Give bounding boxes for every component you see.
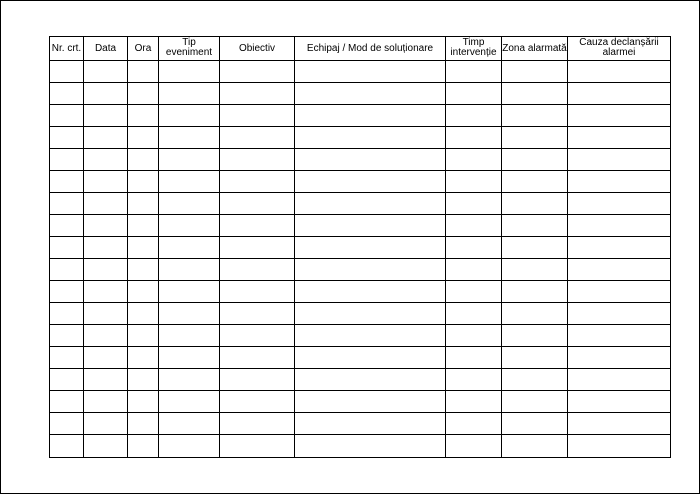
- table-row: [50, 237, 671, 259]
- table-row: [50, 303, 671, 325]
- empty-cell: [159, 369, 220, 391]
- empty-cell: [446, 83, 502, 105]
- empty-cell: [568, 193, 671, 215]
- column-header-echipaj: Echipaj / Mod de soluționare: [295, 37, 446, 61]
- empty-cell: [159, 149, 220, 171]
- empty-cell: [568, 127, 671, 149]
- empty-cell: [50, 83, 84, 105]
- empty-cell: [84, 303, 128, 325]
- empty-cell: [50, 303, 84, 325]
- empty-cell: [446, 149, 502, 171]
- empty-cell: [446, 215, 502, 237]
- empty-cell: [50, 347, 84, 369]
- empty-cell: [220, 237, 295, 259]
- empty-cell: [446, 325, 502, 347]
- empty-cell: [220, 171, 295, 193]
- empty-cell: [568, 61, 671, 83]
- column-header-nr-crt: Nr. crt.: [50, 37, 84, 61]
- empty-cell: [84, 413, 128, 435]
- empty-cell: [502, 391, 568, 413]
- empty-cell: [128, 325, 159, 347]
- empty-cell: [84, 61, 128, 83]
- empty-cell: [50, 61, 84, 83]
- empty-cell: [128, 149, 159, 171]
- empty-cell: [159, 413, 220, 435]
- column-header-data: Data: [84, 37, 128, 61]
- empty-cell: [159, 105, 220, 127]
- empty-cell: [295, 215, 446, 237]
- column-header-ora: Ora: [128, 37, 159, 61]
- empty-cell: [568, 237, 671, 259]
- empty-cell: [84, 347, 128, 369]
- empty-cell: [159, 391, 220, 413]
- empty-cell: [568, 259, 671, 281]
- table-row: [50, 325, 671, 347]
- empty-cell: [128, 61, 159, 83]
- column-header-cauza-declansarii: Cauza declanșării alarmei: [568, 37, 671, 61]
- empty-cell: [220, 193, 295, 215]
- empty-cell: [50, 149, 84, 171]
- empty-cell: [84, 435, 128, 458]
- empty-cell: [128, 303, 159, 325]
- empty-cell: [446, 105, 502, 127]
- empty-cell: [502, 215, 568, 237]
- empty-cell: [84, 215, 128, 237]
- empty-cell: [128, 127, 159, 149]
- empty-cell: [568, 325, 671, 347]
- empty-cell: [50, 127, 84, 149]
- empty-cell: [295, 149, 446, 171]
- empty-cell: [50, 105, 84, 127]
- table-row: [50, 435, 671, 458]
- empty-cell: [220, 413, 295, 435]
- empty-cell: [568, 281, 671, 303]
- empty-cell: [502, 281, 568, 303]
- empty-cell: [502, 413, 568, 435]
- empty-cell: [295, 369, 446, 391]
- empty-cell: [220, 83, 295, 105]
- empty-cell: [502, 303, 568, 325]
- empty-cell: [446, 127, 502, 149]
- empty-cell: [568, 303, 671, 325]
- empty-cell: [220, 127, 295, 149]
- empty-cell: [50, 325, 84, 347]
- empty-cell: [446, 237, 502, 259]
- empty-cell: [502, 83, 568, 105]
- empty-cell: [568, 369, 671, 391]
- empty-cell: [220, 281, 295, 303]
- empty-cell: [446, 171, 502, 193]
- empty-cell: [128, 435, 159, 458]
- table-row: [50, 281, 671, 303]
- empty-cell: [84, 259, 128, 281]
- empty-cell: [295, 391, 446, 413]
- table-row: [50, 347, 671, 369]
- empty-cell: [446, 369, 502, 391]
- empty-cell: [128, 259, 159, 281]
- empty-cell: [50, 391, 84, 413]
- empty-cell: [128, 193, 159, 215]
- empty-cell: [159, 171, 220, 193]
- empty-cell: [84, 149, 128, 171]
- empty-cell: [50, 369, 84, 391]
- empty-cell: [159, 281, 220, 303]
- empty-cell: [159, 347, 220, 369]
- table-row: [50, 391, 671, 413]
- empty-cell: [220, 369, 295, 391]
- empty-cell: [128, 413, 159, 435]
- empty-cell: [502, 325, 568, 347]
- empty-cell: [50, 281, 84, 303]
- empty-cell: [159, 83, 220, 105]
- empty-cell: [84, 369, 128, 391]
- empty-cell: [446, 303, 502, 325]
- table-row: [50, 369, 671, 391]
- empty-cell: [159, 127, 220, 149]
- empty-cell: [295, 325, 446, 347]
- empty-cell: [295, 413, 446, 435]
- empty-cell: [84, 193, 128, 215]
- empty-cell: [128, 369, 159, 391]
- empty-cell: [128, 171, 159, 193]
- empty-cell: [220, 325, 295, 347]
- table-row: [50, 149, 671, 171]
- header-row: [50, 37, 671, 61]
- empty-cell: [159, 193, 220, 215]
- empty-cell: [159, 259, 220, 281]
- empty-cell: [128, 281, 159, 303]
- empty-cell: [159, 435, 220, 458]
- empty-cell: [220, 259, 295, 281]
- column-header-zona-alarmata: Zona alarmată: [502, 37, 568, 61]
- empty-cell: [159, 237, 220, 259]
- empty-cell: [220, 105, 295, 127]
- empty-cell: [502, 237, 568, 259]
- table-row: [50, 83, 671, 105]
- empty-cell: [50, 259, 84, 281]
- empty-cell: [50, 413, 84, 435]
- table-body: [50, 61, 671, 458]
- empty-cell: [568, 83, 671, 105]
- table-row: [50, 413, 671, 435]
- empty-cell: [295, 193, 446, 215]
- column-header-timp-interventie: Timp intervenție: [446, 37, 502, 61]
- empty-cell: [446, 61, 502, 83]
- empty-cell: [295, 303, 446, 325]
- empty-cell: [446, 391, 502, 413]
- empty-cell: [128, 347, 159, 369]
- empty-cell: [159, 61, 220, 83]
- empty-cell: [220, 61, 295, 83]
- empty-cell: [295, 83, 446, 105]
- empty-cell: [128, 105, 159, 127]
- empty-cell: [220, 347, 295, 369]
- empty-cell: [502, 105, 568, 127]
- empty-cell: [568, 435, 671, 458]
- empty-cell: [84, 83, 128, 105]
- empty-cell: [295, 281, 446, 303]
- empty-cell: [220, 391, 295, 413]
- empty-cell: [568, 347, 671, 369]
- empty-cell: [446, 259, 502, 281]
- empty-cell: [295, 347, 446, 369]
- empty-cell: [502, 259, 568, 281]
- empty-cell: [568, 215, 671, 237]
- empty-cell: [50, 435, 84, 458]
- table-row: [50, 61, 671, 83]
- column-header-tip-eveniment: Tip eveniment: [159, 37, 220, 61]
- alarm-event-log-table: [49, 36, 671, 458]
- empty-cell: [220, 215, 295, 237]
- empty-cell: [295, 105, 446, 127]
- empty-cell: [84, 325, 128, 347]
- empty-cell: [568, 149, 671, 171]
- empty-cell: [50, 215, 84, 237]
- empty-cell: [84, 105, 128, 127]
- empty-cell: [220, 435, 295, 458]
- empty-cell: [502, 369, 568, 391]
- empty-cell: [568, 413, 671, 435]
- empty-cell: [502, 435, 568, 458]
- empty-cell: [502, 171, 568, 193]
- empty-cell: [295, 237, 446, 259]
- empty-cell: [220, 149, 295, 171]
- empty-cell: [295, 61, 446, 83]
- empty-cell: [446, 413, 502, 435]
- empty-cell: [446, 281, 502, 303]
- empty-cell: [446, 435, 502, 458]
- empty-cell: [295, 171, 446, 193]
- empty-cell: [159, 215, 220, 237]
- empty-cell: [84, 391, 128, 413]
- empty-cell: [568, 391, 671, 413]
- empty-cell: [128, 391, 159, 413]
- empty-cell: [128, 83, 159, 105]
- empty-cell: [159, 325, 220, 347]
- empty-cell: [159, 303, 220, 325]
- empty-cell: [50, 193, 84, 215]
- empty-cell: [84, 237, 128, 259]
- empty-cell: [502, 61, 568, 83]
- empty-cell: [502, 149, 568, 171]
- empty-cell: [84, 127, 128, 149]
- empty-cell: [50, 171, 84, 193]
- empty-cell: [220, 303, 295, 325]
- table-row: [50, 105, 671, 127]
- empty-cell: [128, 215, 159, 237]
- empty-cell: [446, 347, 502, 369]
- table-row: [50, 193, 671, 215]
- empty-cell: [50, 237, 84, 259]
- empty-cell: [84, 281, 128, 303]
- empty-cell: [502, 347, 568, 369]
- empty-cell: [128, 237, 159, 259]
- empty-cell: [568, 105, 671, 127]
- table-row: [50, 171, 671, 193]
- empty-cell: [295, 259, 446, 281]
- empty-cell: [84, 171, 128, 193]
- empty-cell: [502, 127, 568, 149]
- table-row: [50, 215, 671, 237]
- column-header-obiectiv: Obiectiv: [220, 37, 295, 61]
- empty-cell: [295, 435, 446, 458]
- empty-cell: [568, 171, 671, 193]
- empty-cell: [446, 193, 502, 215]
- table-row: [50, 127, 671, 149]
- empty-cell: [502, 193, 568, 215]
- empty-cell: [295, 127, 446, 149]
- table-row: [50, 259, 671, 281]
